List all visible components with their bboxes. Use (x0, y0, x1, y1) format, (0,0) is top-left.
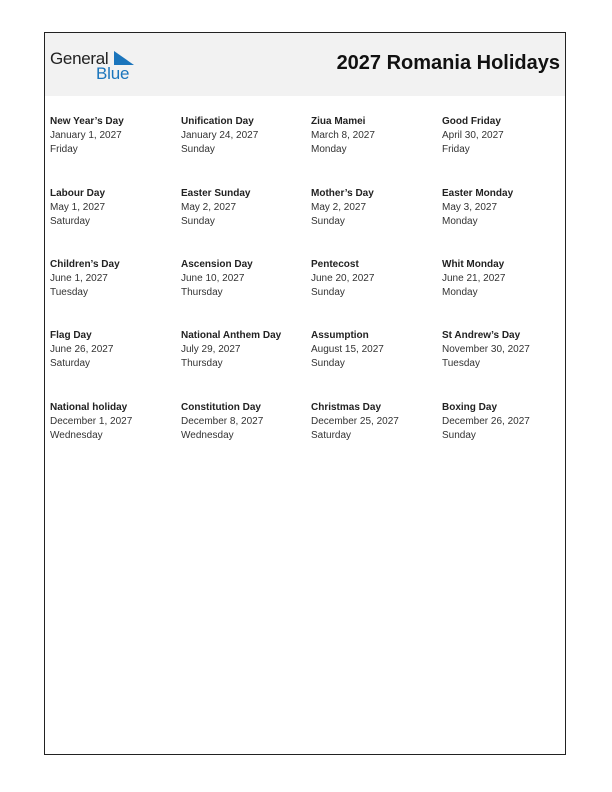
holiday-name: St Andrew’s Day (442, 330, 521, 341)
holiday-date: June 20, 2027 (311, 273, 375, 284)
holiday-weekday: Sunday (311, 358, 345, 369)
holiday-date: August 15, 2027 (311, 344, 384, 355)
header (45, 33, 565, 96)
holiday-weekday: Tuesday (50, 287, 88, 298)
holiday-item (442, 329, 567, 371)
logo-text-general: General (50, 49, 109, 68)
holiday-item (181, 115, 306, 157)
holiday-name: Ziua Mamei (311, 116, 366, 127)
holiday-date: June 1, 2027 (50, 273, 108, 284)
holiday-name: Christmas Day (311, 402, 382, 413)
holiday-item (181, 258, 306, 300)
holiday-weekday: Sunday (181, 216, 215, 227)
holiday-weekday: Monday (311, 144, 347, 155)
holiday-weekday: Saturday (50, 216, 91, 227)
logo-triangle-icon (114, 51, 134, 65)
holiday-name: Whit Monday (442, 259, 505, 270)
holiday-name: Good Friday (442, 116, 501, 127)
holiday-item (50, 329, 175, 371)
holiday-item (442, 115, 567, 157)
holiday-name: Constitution Day (181, 402, 261, 413)
holiday-name: Ascension Day (181, 259, 253, 270)
holiday-name: Flag Day (50, 330, 92, 341)
holiday-item (50, 187, 175, 229)
holiday-item (442, 187, 567, 229)
holiday-item (442, 401, 567, 443)
holiday-date: June 10, 2027 (181, 273, 245, 284)
holiday-name: Pentecost (311, 259, 359, 270)
holiday-weekday: Sunday (181, 144, 215, 155)
holiday-date: December 1, 2027 (50, 416, 133, 427)
holiday-date: December 25, 2027 (311, 416, 399, 427)
holiday-weekday: Saturday (311, 430, 352, 441)
holiday-date: January 1, 2027 (50, 130, 122, 141)
holiday-name: Assumption (311, 330, 369, 341)
holiday-item (311, 329, 436, 371)
generalblue-logo (50, 49, 140, 85)
holiday-weekday: Sunday (311, 287, 345, 298)
holiday-weekday: Monday (442, 287, 478, 298)
holiday-item (311, 115, 436, 157)
holiday-weekday: Thursday (181, 358, 223, 369)
holiday-date: June 21, 2027 (442, 273, 506, 284)
holiday-date: April 30, 2027 (442, 130, 504, 141)
holiday-name: Mother’s Day (311, 188, 374, 199)
holiday-name: Children’s Day (50, 259, 120, 270)
holiday-date: May 3, 2027 (442, 202, 498, 213)
holiday-item (181, 329, 306, 371)
holiday-name: Easter Sunday (181, 188, 251, 199)
holiday-name: Labour Day (50, 188, 106, 199)
holiday-weekday: Sunday (311, 216, 345, 227)
holiday-weekday: Friday (50, 144, 78, 155)
holiday-weekday: Monday (442, 216, 478, 227)
holiday-weekday: Wednesday (50, 430, 103, 441)
holiday-weekday: Sunday (442, 430, 476, 441)
holiday-item (311, 187, 436, 229)
holiday-date: June 26, 2027 (50, 344, 114, 355)
logo-text-blue: Blue (96, 64, 130, 83)
page-frame (44, 32, 566, 755)
holiday-name: National Anthem Day (181, 330, 282, 341)
page-title: 2027 Romania Holidays (336, 52, 560, 74)
holiday-name: Boxing Day (442, 402, 498, 413)
holiday-date: November 30, 2027 (442, 344, 530, 355)
holiday-item (181, 401, 306, 443)
holiday-weekday: Tuesday (442, 358, 480, 369)
holiday-weekday: Wednesday (181, 430, 234, 441)
holiday-item (181, 187, 306, 229)
holiday-weekday: Saturday (50, 358, 91, 369)
holiday-date: May 1, 2027 (50, 202, 106, 213)
holiday-date: May 2, 2027 (181, 202, 237, 213)
holiday-item (442, 258, 567, 300)
holiday-item (50, 401, 175, 443)
holiday-date: July 29, 2027 (181, 344, 241, 355)
holiday-name: Unification Day (181, 116, 254, 127)
holiday-date: May 2, 2027 (311, 202, 367, 213)
holiday-date: December 26, 2027 (442, 416, 530, 427)
holiday-date: March 8, 2027 (311, 130, 375, 141)
holiday-date: December 8, 2027 (181, 416, 264, 427)
holiday-name: Easter Monday (442, 188, 514, 199)
holiday-item (50, 258, 175, 300)
holiday-item (311, 401, 436, 443)
holiday-name: National holiday (50, 402, 128, 413)
holiday-date: January 24, 2027 (181, 130, 259, 141)
holiday-weekday: Friday (442, 144, 470, 155)
holiday-name: New Year’s Day (50, 116, 124, 127)
holiday-item (311, 258, 436, 300)
holiday-weekday: Thursday (181, 287, 223, 298)
holiday-item (50, 115, 175, 157)
